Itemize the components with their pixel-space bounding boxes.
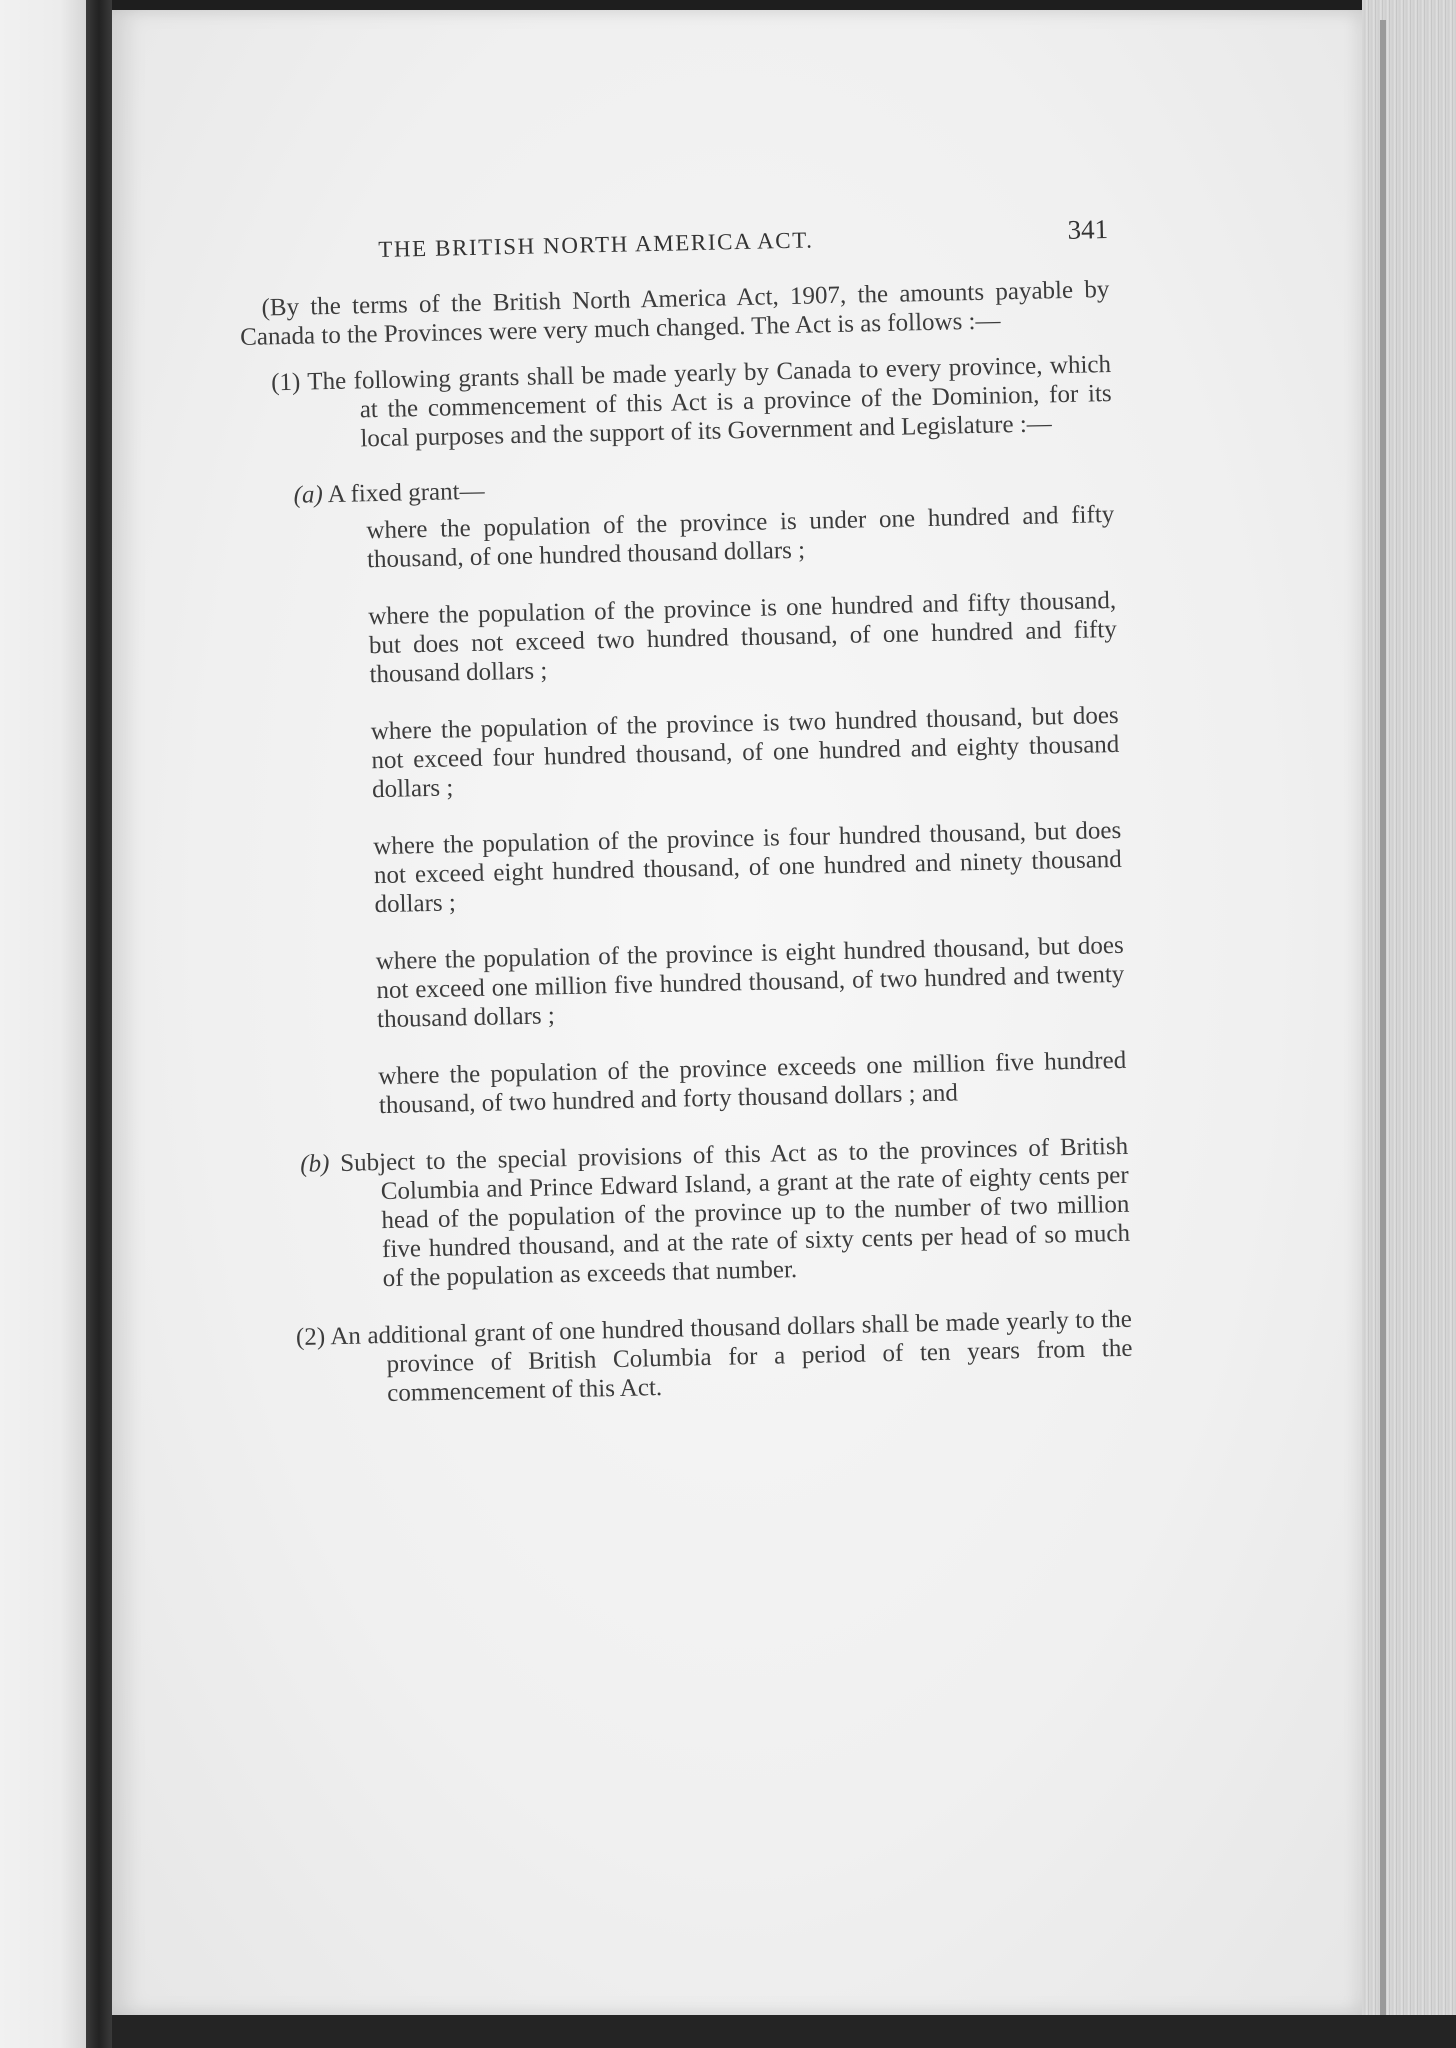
page-stack-edges <box>1362 0 1456 2048</box>
intro-paragraph: (By the terms of the British North America Act, 1907, the amounts payable by Canada to the Provinces were very much changed. The Act is as follows :— <box>239 276 1110 351</box>
grant-tier-5: where the population of the province is eight hundred thousand, but does not exceed one million five hundred thousand, of two hundred and twenty thousand dollars ; <box>375 931 1125 1034</box>
clause-a-label: (a) <box>293 481 324 509</box>
book-gutter <box>86 0 112 2048</box>
grant-tier-1: where the population of the province is under one hundred and fifty thousand, of one hundred thousand dollars ; <box>366 500 1115 574</box>
running-title: THE BRITISH NORTH AMERICA ACT. <box>378 227 814 262</box>
grant-tier-4: where the population of the province is four hundred thousand, but does not exceed eight hundred thousand, of one hundred and ninety thousand dollars ; <box>373 816 1123 919</box>
clause-a-lead-text: A fixed grant— <box>327 477 485 509</box>
clause-b-text: Subject to the special provisions of this Act as to the provinces of British Columbia and Prince Edward Island, a grant at the rate of eighty cents per head of the population of the province up to the number of two million five hundred thousand, and at the rate of sixty cents per head of so much of the population as exceeds that number. <box>339 1132 1131 1293</box>
clause-2-label: (2) <box>295 1323 326 1351</box>
page-number: 341 <box>1067 214 1109 245</box>
scan-bottom-border <box>112 2015 1456 2048</box>
facing-page-edge <box>0 0 86 2048</box>
clause-b <box>258 1132 1131 1296</box>
clause-1-text: The following grants shall be made yearly by Canada to every province, which at the commencement of this Act is a province of the Dominion, for its local purposes and the support of its Government and Legislature :— <box>307 350 1112 453</box>
clause-b-label: (b) <box>299 1150 330 1178</box>
grant-tier-3: where the population of the province is two hundred thousand, but does not exceed four hundred thousand, of one hundred and eighty thousand dollars ; <box>370 701 1120 804</box>
clause-1-label: (1) <box>270 368 301 397</box>
clause-1 <box>241 350 1113 456</box>
page-text <box>238 214 1133 1411</box>
page-edge-shadow <box>1380 20 1386 2020</box>
clause-2-text: An additional grant of one hundred thousand dollars shall be made yearly to the province of British Columbia for a period of ten years from the commencement of this Act. <box>330 1305 1133 1408</box>
grant-tier-2: where the population of the province is one hundred and fifty thousand, but does not exceed two hundred thousand, of one hundred and fifty thousand dollars ; <box>367 586 1118 689</box>
grant-tier-6: where the population of the province exceeds one million five hundred thousand, of two hundred and forty thousand dollars ; and <box>378 1046 1127 1120</box>
